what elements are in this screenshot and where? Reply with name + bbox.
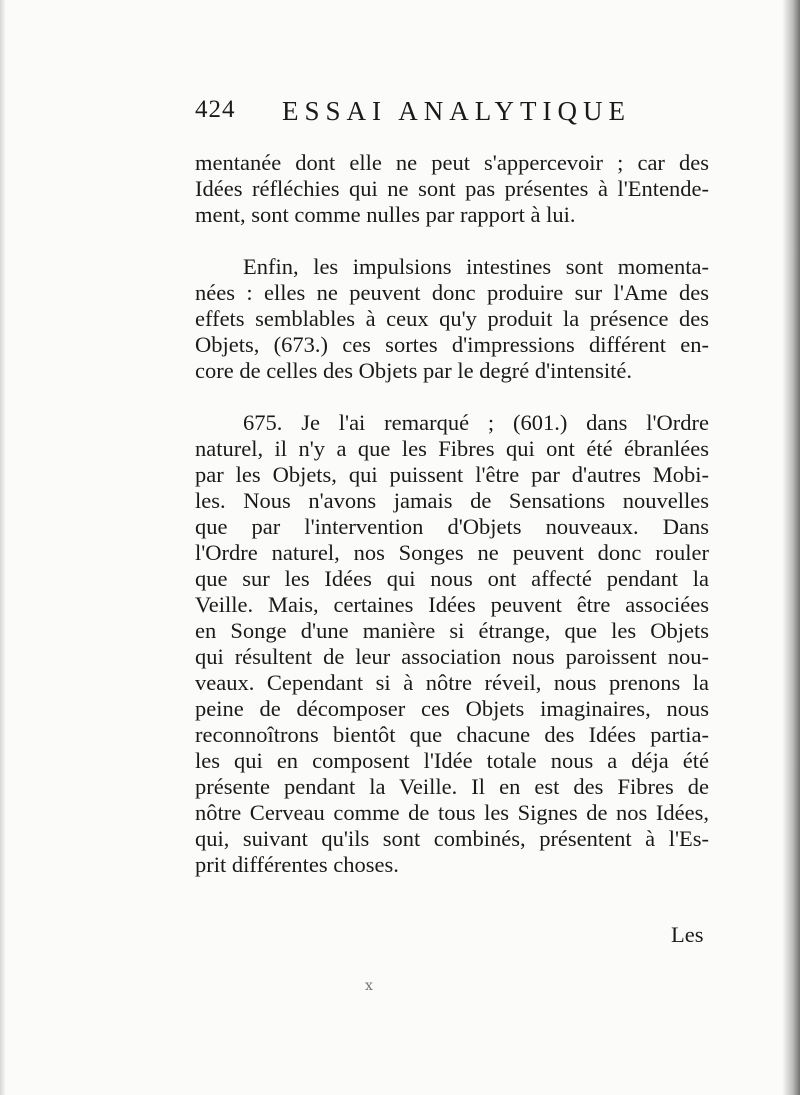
text-line: mentanée dont elle ne peut s'appercevoir ; car des (195, 150, 709, 175)
text-line: qui, suivant qu'ils sont combinés, présentent à l'Es- (195, 826, 709, 851)
printer-mark: x (365, 978, 373, 994)
text-line: effets semblables à ceux qu'y produit la présence des (195, 306, 709, 331)
section-675-start: 675. Je l'ai remarqué ; (601.) dans l'Ordre (243, 410, 709, 435)
page-number: 424 (195, 96, 236, 123)
text-line: présente pendant la Veille. Il en est des Fibres de (195, 774, 709, 799)
text-line: ment, sont comme nulles par rapport à lui. (195, 202, 576, 227)
text-line: reconnoîtrons bientôt que chacune des Idées partia- (195, 722, 709, 747)
text-line: par les Objets, qui puissent l'être par d'autres Mobi- (195, 462, 709, 487)
paragraph-gap (195, 228, 709, 254)
text-line: prit différentes choses. (195, 852, 399, 877)
running-head: ESSAI ANALYTIQUE (282, 96, 632, 126)
text-line: qui résultent de leur association nous paroissent nou- (195, 644, 709, 669)
text-line: Idées réfléchies qui ne sont pas présentes à l'Entende- (195, 176, 709, 201)
paragraph-gap (195, 384, 709, 410)
text-line: nôtre Cerveau comme de tous les Signes de nos Idées, (195, 800, 709, 825)
text-line: core de celles des Objets par le degré d'intensité. (195, 358, 633, 383)
page-header (195, 96, 635, 130)
text-line: les qui en composent l'Idée totale nous a déja été (195, 748, 709, 773)
text-line: que par l'intervention d'Objets nouveaux. Dans (195, 514, 709, 539)
text-line: l'Ordre naturel, nos Songes ne peuvent donc rouler (195, 540, 709, 565)
text-line: que sur les Idées qui nous ont affecté pendant la (195, 566, 709, 591)
page-left-edge (0, 0, 6, 1095)
catchword: Les (671, 922, 704, 947)
text-line: naturel, il n'y a que les Fibres qui ont été ébranlées (195, 436, 709, 461)
text-line: Veille. Mais, certaines Idées peuvent être associées (195, 592, 709, 617)
text-line: peine de décomposer ces Objets imaginaires, nous (195, 696, 709, 721)
text-line: en Songe d'une manière si étrange, que les Objets (195, 618, 709, 643)
text-line: nées : elles ne peuvent donc produire sur l'Ame des (195, 280, 709, 305)
page-right-edge-shadow (782, 0, 800, 1095)
body-text (195, 150, 709, 878)
text-line: Objets, (673.) ces sortes d'impressions différent en- (195, 332, 709, 357)
text-line: Enfin, les impulsions intestines sont momenta- (243, 254, 709, 279)
text-line: veaux. Cependant si à nôtre réveil, nous prenons la (195, 670, 709, 695)
text-line: les. Nous n'avons jamais de Sensations nouvelles (195, 488, 709, 513)
